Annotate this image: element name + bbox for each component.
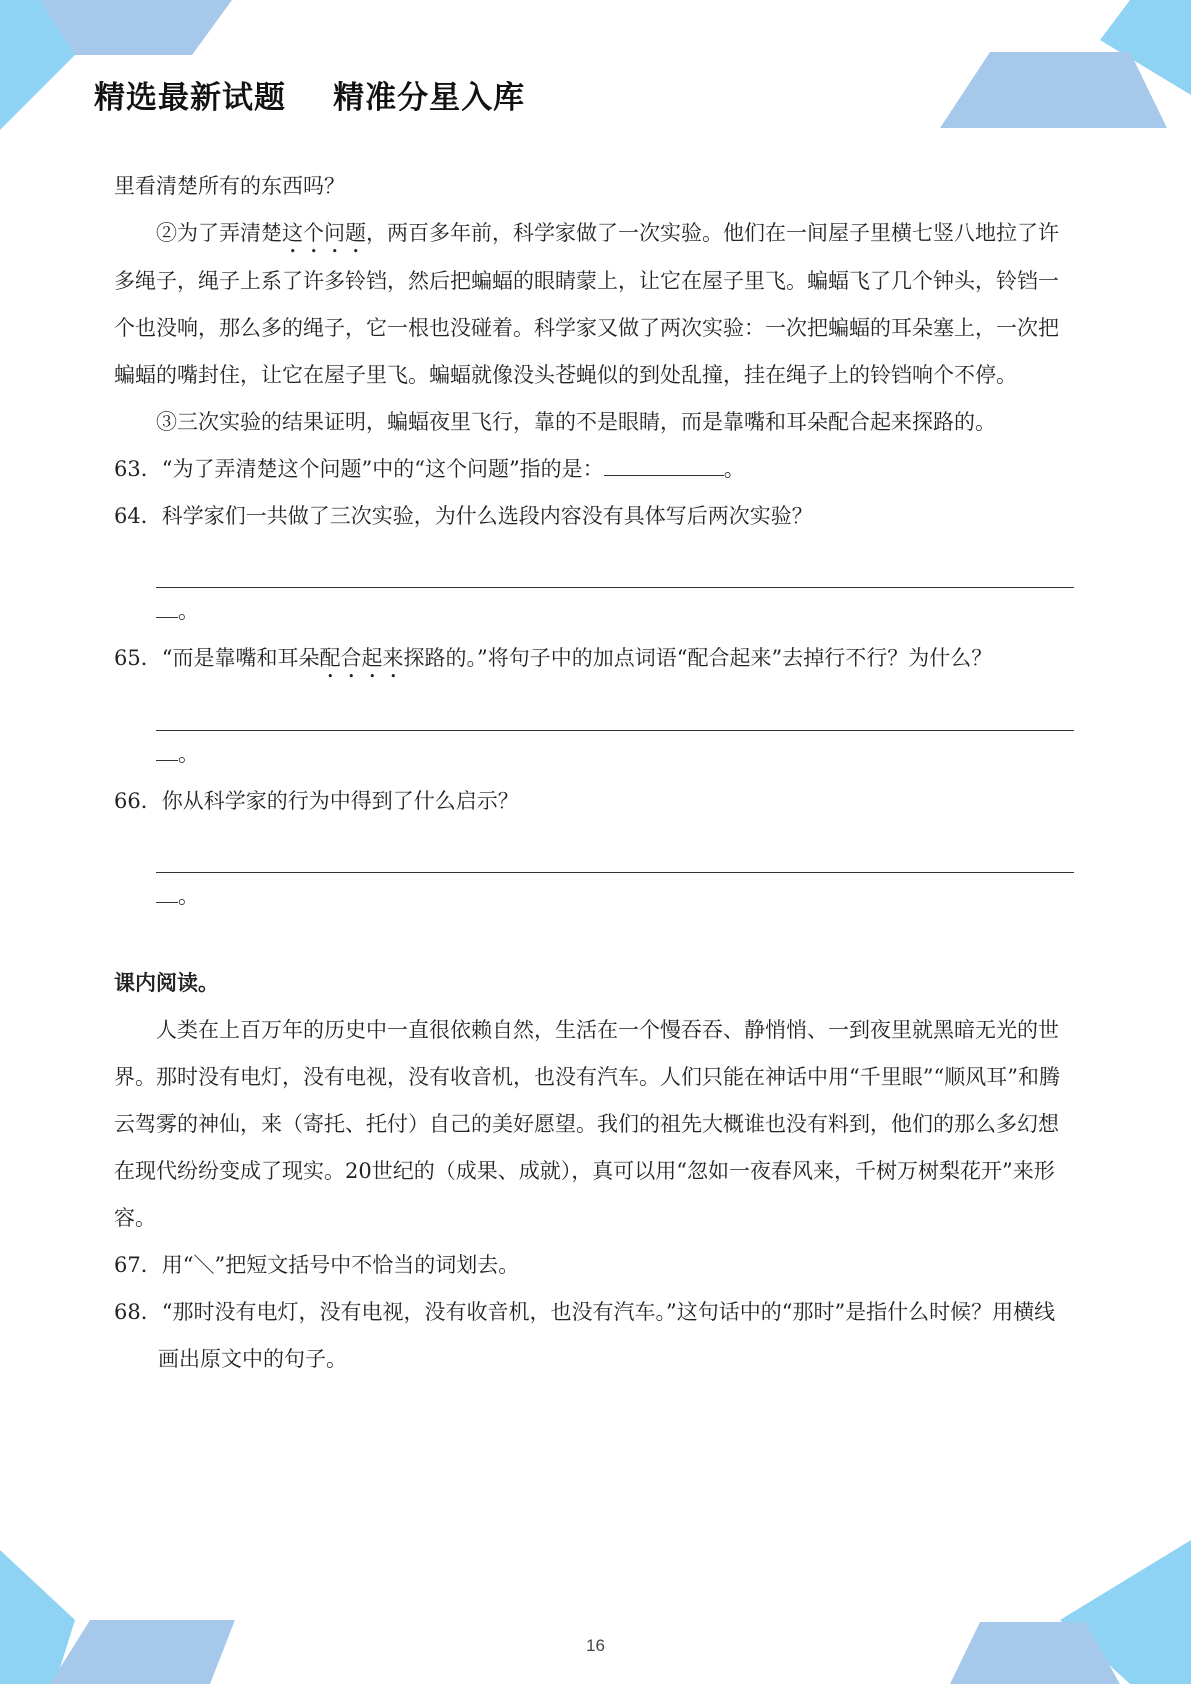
question-66: 66．你从科学家的行为中得到了什么启示？ [114, 789, 519, 813]
passage-paragraph-2: ②为了弄清楚这个问题，两百多年前，科学家做了一次实验。他们在一间屋子里横七竖八地拉了许多绳子，绳子上系了许多铃铛，然后把蝙蝠的眼睛蒙上，让它在屋子里飞。蝙蝠飞了几个钟头，铃铛一个也没响，那么多的绳子，它一根也没碰着。科学家又做了两次实验：一次把蝙蝠的耳朵塞上，一次把蝙蝠的嘴封住，让它在屋子里飞。蝙蝠就像没头苍蝇似的到处乱撞，挂在绳子上的铃铛响个不停。 [114, 221, 1059, 387]
question-64: 64．科学家们一共做了三次实验，为什么选段内容没有具体写后两次实验？ [114, 504, 813, 528]
document-body [114, 163, 1074, 1383]
answer-line[interactable] [156, 825, 1074, 873]
page-number: 16 [586, 1636, 605, 1655]
section-title: 课内阅读。 [114, 971, 219, 995]
answer-line[interactable] [156, 540, 1074, 588]
corner-decoration-bottom-right [950, 1540, 1191, 1684]
dotted-phrase: 这个问题 [282, 221, 366, 245]
answer-line[interactable] [156, 683, 1074, 731]
answer-line-tail: 。 [156, 731, 1074, 778]
reading-paragraph: 人类在上百万年的历史中一直很依赖自然，生活在一个慢吞吞、静悄悄、一到夜里就黑暗无光的世界。那时没有电灯，没有电视，没有收音机，也没有汽车。人们只能在神话中用“千里眼”“顺风耳”和腾云驾雾的神仙，来（寄托、托付）自己的美好愿望。我们的祖先大概谁也没有料到，他们的那么多幻想在现代纷纷变成了现实。20世纪的（成果、成就），真可以用“忽如一夜春风来，千树万树梨花开”来形容。 [114, 1018, 1060, 1230]
corner-decoration-top-right [930, 0, 1191, 130]
passage-paragraph-3: ③三次实验的结果证明，蝙蝠夜里飞行，靠的不是眼睛，而是靠嘴和耳朵配合起来探路的。 [156, 410, 996, 434]
question-68: 68．“那时没有电灯，没有电视，没有收音机，也没有汽车。”这句话中的“那时”是指什么时候？用横线画出原文中的句子。 [114, 1300, 1056, 1371]
passage-continuation: 里看清楚所有的东西吗？ [114, 174, 345, 198]
answer-blank[interactable] [604, 455, 724, 476]
answer-line-tail: 。 [156, 588, 1074, 635]
dotted-phrase: 配合起来 [319, 646, 404, 670]
answer-line-tail: 。 [156, 873, 1074, 920]
question-63: 63．“为了弄清楚这个问题”中的“这个问题”指的是： 。 [114, 457, 745, 481]
corner-decoration-bottom-left [0, 1540, 240, 1684]
question-67: 67．用“＼”把短文括号中不恰当的词划去。 [114, 1253, 520, 1277]
page-header-title: 精选最新试题 精准分星入库 [94, 80, 526, 116]
question-65: 65．“而是靠嘴和耳朵配合起来探路的。”将句子中的加点词语“配合起来”去掉行不行？为什么？ [114, 646, 993, 670]
